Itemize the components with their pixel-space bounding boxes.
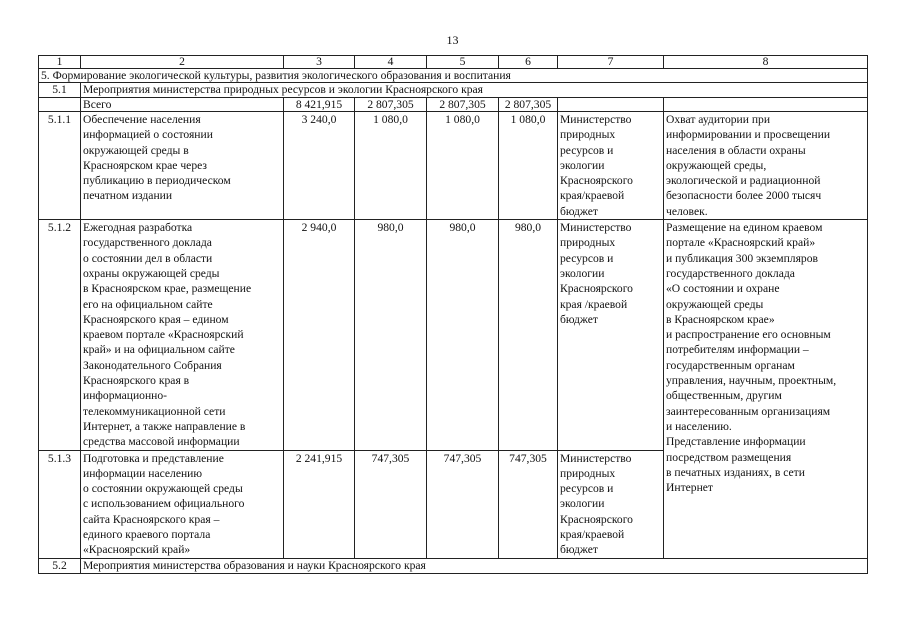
row-number: 5.1.3 <box>39 450 81 558</box>
activity-description <box>81 450 284 558</box>
text-line: публикацию в периодическом <box>83 174 231 188</box>
text-line: Министерство <box>560 221 632 235</box>
executor-cell <box>558 220 664 450</box>
text-line: в Красноярском крае» <box>666 312 775 326</box>
text-line: информацией о состоянии <box>83 128 213 142</box>
amount-col4: 1 080,0 <box>355 112 427 220</box>
subsection-row <box>39 83 868 98</box>
text-line: Красноярского края в <box>83 374 190 388</box>
program-table <box>38 55 868 574</box>
text-line: общественным, другим <box>666 389 782 403</box>
table-row <box>39 220 868 450</box>
column-header: 1 <box>39 56 81 69</box>
text-line: края /краевой <box>560 297 628 311</box>
row-number: 5.1.2 <box>39 220 81 450</box>
subsection-row <box>39 558 868 573</box>
text-line: в Красноярском крае, размещение <box>83 282 252 296</box>
text-line: государственного доклада <box>83 236 212 250</box>
text-line: портале «Красноярский край» <box>666 236 816 250</box>
text-line: бюджет <box>560 204 598 218</box>
total-col6: 2 807,305 <box>499 98 558 112</box>
subsection-title: Мероприятия министерства образования и науки Красноярского края <box>81 558 868 573</box>
executor-cell <box>558 112 664 220</box>
activity-description <box>81 112 284 220</box>
total-col4: 2 807,305 <box>355 98 427 112</box>
result-cell-merged <box>664 220 868 559</box>
column-header: 8 <box>664 56 868 69</box>
amount-col5: 1 080,0 <box>427 112 499 220</box>
text-line: бюджет <box>560 543 598 557</box>
text-line: природных <box>560 466 616 480</box>
text-line: Ежегодная разработка <box>83 221 193 235</box>
text-line: Министерство <box>560 113 632 126</box>
text-line: единого краевого портала <box>83 528 211 542</box>
amount-col6: 747,305 <box>499 450 558 558</box>
text-line: сайта Красноярского края – <box>83 512 220 526</box>
text-line: экологии <box>560 266 605 280</box>
text-line: Размещение на едином краевом <box>666 221 823 235</box>
total-empty-cell <box>558 98 664 112</box>
amount-col5: 747,305 <box>427 450 499 558</box>
subsection-number: 5.1 <box>39 83 81 98</box>
text-line: управления, научным, проектным, <box>666 374 837 388</box>
text-line: информировании и просвещении <box>666 128 831 142</box>
table-row <box>39 112 868 220</box>
column-header: 2 <box>81 56 284 69</box>
text-line: человек. <box>666 204 708 218</box>
text-line: телекоммуникационной сети <box>83 404 226 418</box>
subsection-number: 5.2 <box>39 558 81 573</box>
text-line: посредством размещения <box>666 450 792 464</box>
text-line: Интернет, а также направление в <box>83 419 246 433</box>
column-header: 6 <box>499 56 558 69</box>
text-line: Подготовка и представление <box>83 451 224 465</box>
text-line: Красноярского <box>560 174 633 188</box>
column-header: 4 <box>355 56 427 69</box>
text-line: заинтересованным организациям <box>666 404 831 418</box>
section-row <box>39 69 868 83</box>
text-line: и распространение его основным <box>666 328 831 342</box>
total-empty-cell <box>39 98 81 112</box>
text-line: населения в области охраны <box>666 143 806 157</box>
text-line: о состоянии дел в области <box>83 251 213 265</box>
text-line: природных <box>560 236 616 250</box>
amount-col6: 1 080,0 <box>499 112 558 220</box>
text-line: государственным органам <box>666 358 795 372</box>
text-line: Красноярского <box>560 282 633 296</box>
amount-col5: 980,0 <box>427 220 499 450</box>
total-col5: 2 807,305 <box>427 98 499 112</box>
total-col3: 8 421,915 <box>284 98 355 112</box>
amount-col6: 980,0 <box>499 220 558 450</box>
text-line: экологии <box>560 158 605 172</box>
text-line: ресурсов и <box>560 482 614 496</box>
column-number-row <box>39 56 868 69</box>
executor-cell <box>558 450 664 558</box>
text-line: «Красноярский край» <box>83 543 191 557</box>
text-line: охраны окружающей среды <box>83 266 220 280</box>
page-number: 13 <box>446 33 459 47</box>
text-line: края/краевой <box>560 189 625 203</box>
text-line: «О состоянии и охране <box>666 282 780 296</box>
text-line: края/краевой <box>560 528 625 542</box>
text-line: Обеспечение населения <box>83 113 201 126</box>
total-label: Всего <box>81 98 284 112</box>
text-line: окружающей среды в <box>83 143 189 157</box>
text-line: государственного доклада <box>666 266 795 280</box>
text-line: окружающей среды <box>666 297 764 311</box>
column-header: 5 <box>427 56 499 69</box>
text-line: ресурсов и <box>560 251 614 265</box>
text-line: край» и на официальном сайте <box>83 343 235 357</box>
row-number: 5.1.1 <box>39 112 81 220</box>
text-line: безопасности более 2000 тысяч <box>666 189 822 203</box>
amount-col4: 747,305 <box>355 450 427 558</box>
activity-description <box>81 220 284 450</box>
text-line: краевом портале «Красноярский <box>83 328 244 342</box>
text-line: Красноярском крае через <box>83 158 207 172</box>
amount-col3: 2 241,915 <box>284 450 355 558</box>
text-line: информации населению <box>83 466 203 480</box>
text-line: экологии <box>560 497 605 511</box>
text-line: информационно- <box>83 389 168 403</box>
text-line: Министерство <box>560 451 632 465</box>
text-line: экологической и радиационной <box>666 174 821 188</box>
result-cell <box>664 112 868 220</box>
text-line: Охват аудитории при <box>666 113 771 126</box>
text-line: Интернет <box>666 481 714 495</box>
amount-col4: 980,0 <box>355 220 427 450</box>
text-line: Представление информации <box>666 435 806 449</box>
amount-col3: 2 940,0 <box>284 220 355 450</box>
text-line: с использованием официального <box>83 497 245 511</box>
text-line: Красноярского края – едином <box>83 312 229 326</box>
text-line: и публикация 300 экземпляров <box>666 251 818 265</box>
amount-col3: 3 240,0 <box>284 112 355 220</box>
text-line: и населению. <box>666 419 732 433</box>
text-line: в печатных изданиях, в сети <box>666 465 805 479</box>
text-line: средства массовой информации <box>83 435 240 449</box>
text-line: печатном издании <box>83 189 173 203</box>
column-header: 7 <box>558 56 664 69</box>
total-empty-cell <box>664 98 868 112</box>
text-line: окружающей среды, <box>666 158 767 172</box>
text-line: ресурсов и <box>560 143 614 157</box>
text-line: Красноярского <box>560 512 633 526</box>
text-line: его на официальном сайте <box>83 297 213 311</box>
text-line: бюджет <box>560 312 598 326</box>
column-header: 3 <box>284 56 355 69</box>
text-line: о состоянии окружающей среды <box>83 482 243 496</box>
subsection-title: Мероприятия министерства природных ресурсов и экологии Красноярского края <box>81 83 868 98</box>
total-row <box>39 98 868 112</box>
text-line: потребителям информации – <box>666 343 809 357</box>
text-line: Законодательного Собрания <box>83 358 222 372</box>
text-line: природных <box>560 128 616 142</box>
section-title: 5. Формирование экологической культуры, развития экологического образования и воспитания <box>39 69 868 83</box>
